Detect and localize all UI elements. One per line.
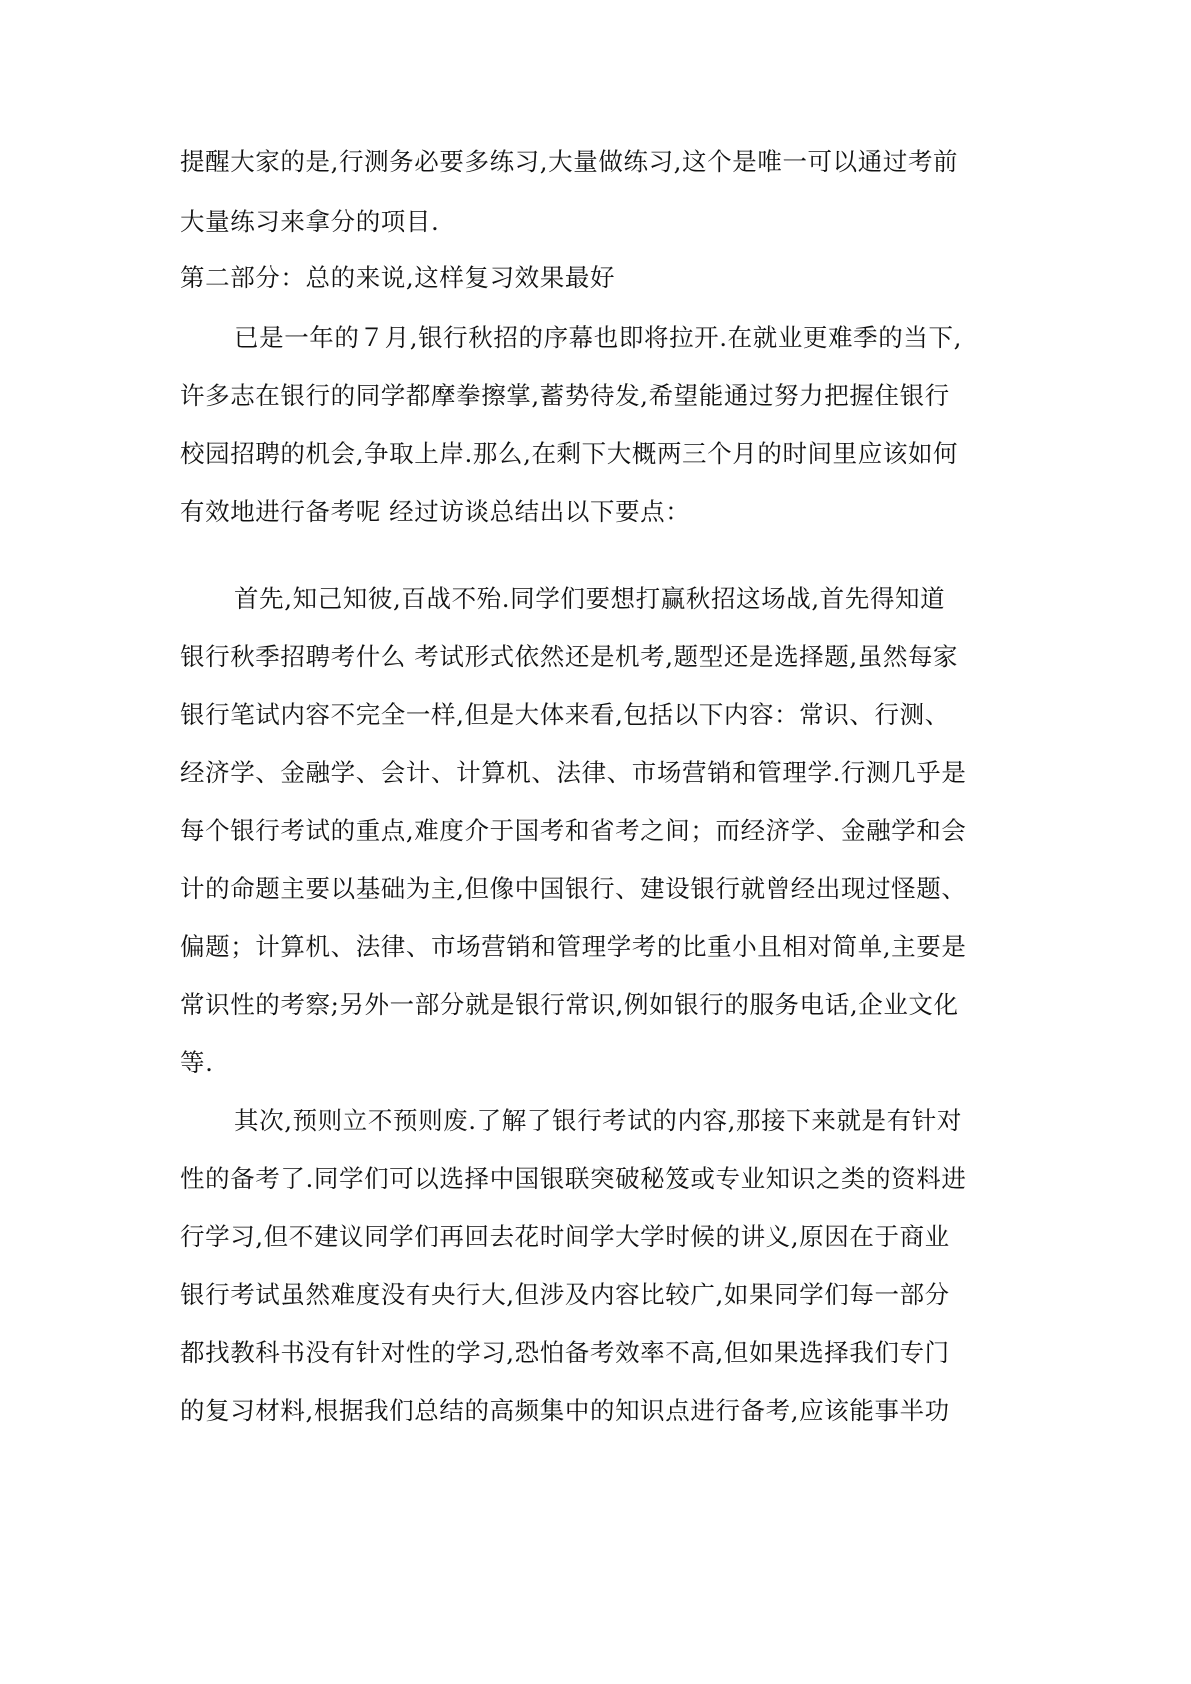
- text-line: 经济学、金融学、会计、计算机、法律、市场营销和管理学.行测几乎是: [180, 758, 967, 787]
- text-line: 计的命题主要以基础为主,但像中国银行、建设银行就曾经出现过怪题、: [180, 874, 967, 903]
- text-line: 许多志在银行的同学都摩拳擦掌,蓄势待发,希望能通过努力把握住银行: [180, 381, 950, 410]
- text-line: 校园招聘的机会,争取上岸.那么,在剩下大概两三个月的时间里应该如何: [180, 439, 959, 468]
- text-line: 有效地进行备考呢 经过访谈总结出以下要点：: [180, 497, 691, 526]
- section-heading: 第二部分：总的来说,这样复习效果最好: [180, 263, 616, 292]
- text-line: 性的备考了.同学们可以选择中国银联突破秘笈或专业知识之类的资料进: [180, 1164, 967, 1193]
- text-line: 其次,预则立不预则废.了解了银行考试的内容,那接下来就是有针对: [234, 1106, 962, 1135]
- text-line: 已是一年的７月,银行秋招的序幕也即将拉开.在就业更难季的当下,: [234, 323, 962, 352]
- text-line: 的复习材料,根据我们总结的高频集中的知识点进行备考,应该能事半功: [180, 1396, 950, 1425]
- text-line: 每个银行考试的重点,难度介于国考和省考之间；而经济学、金融学和会: [180, 816, 967, 845]
- text-line: 常识性的考察;另外一部分就是银行常识,例如银行的服务电话,企业文化: [180, 990, 959, 1019]
- text-line: 首先,知己知彼,百战不殆.同学们要想打赢秋招这场战,首先得知道: [234, 584, 946, 613]
- text-line: 等.: [180, 1048, 214, 1077]
- text-line: 都找教科书没有针对性的学习,恐怕备考效率不高,但如果选择我们专门: [180, 1338, 950, 1367]
- text-line: 银行笔试内容不完全一样,但是大体来看,包括以下内容：常识、行测、: [180, 700, 950, 729]
- text-line: 大量练习来拿分的项目.: [180, 207, 440, 236]
- text-line: 行学习,但不建议同学们再回去花时间学大学时候的讲义,原因在于商业: [180, 1222, 950, 1251]
- text-line: 偏题；计算机、法律、市场营销和管理学考的比重小且相对简单,主要是: [180, 932, 967, 961]
- text-line: 银行秋季招聘考什么 考试形式依然还是机考,题型还是选择题,虽然每家: [180, 642, 959, 671]
- text-line: 提醒大家的是,行测务必要多练习,大量做练习,这个是唯一可以通过考前: [180, 147, 959, 176]
- text-line: 银行考试虽然难度没有央行大,但涉及内容比较广,如果同学们每一部分: [180, 1280, 950, 1309]
